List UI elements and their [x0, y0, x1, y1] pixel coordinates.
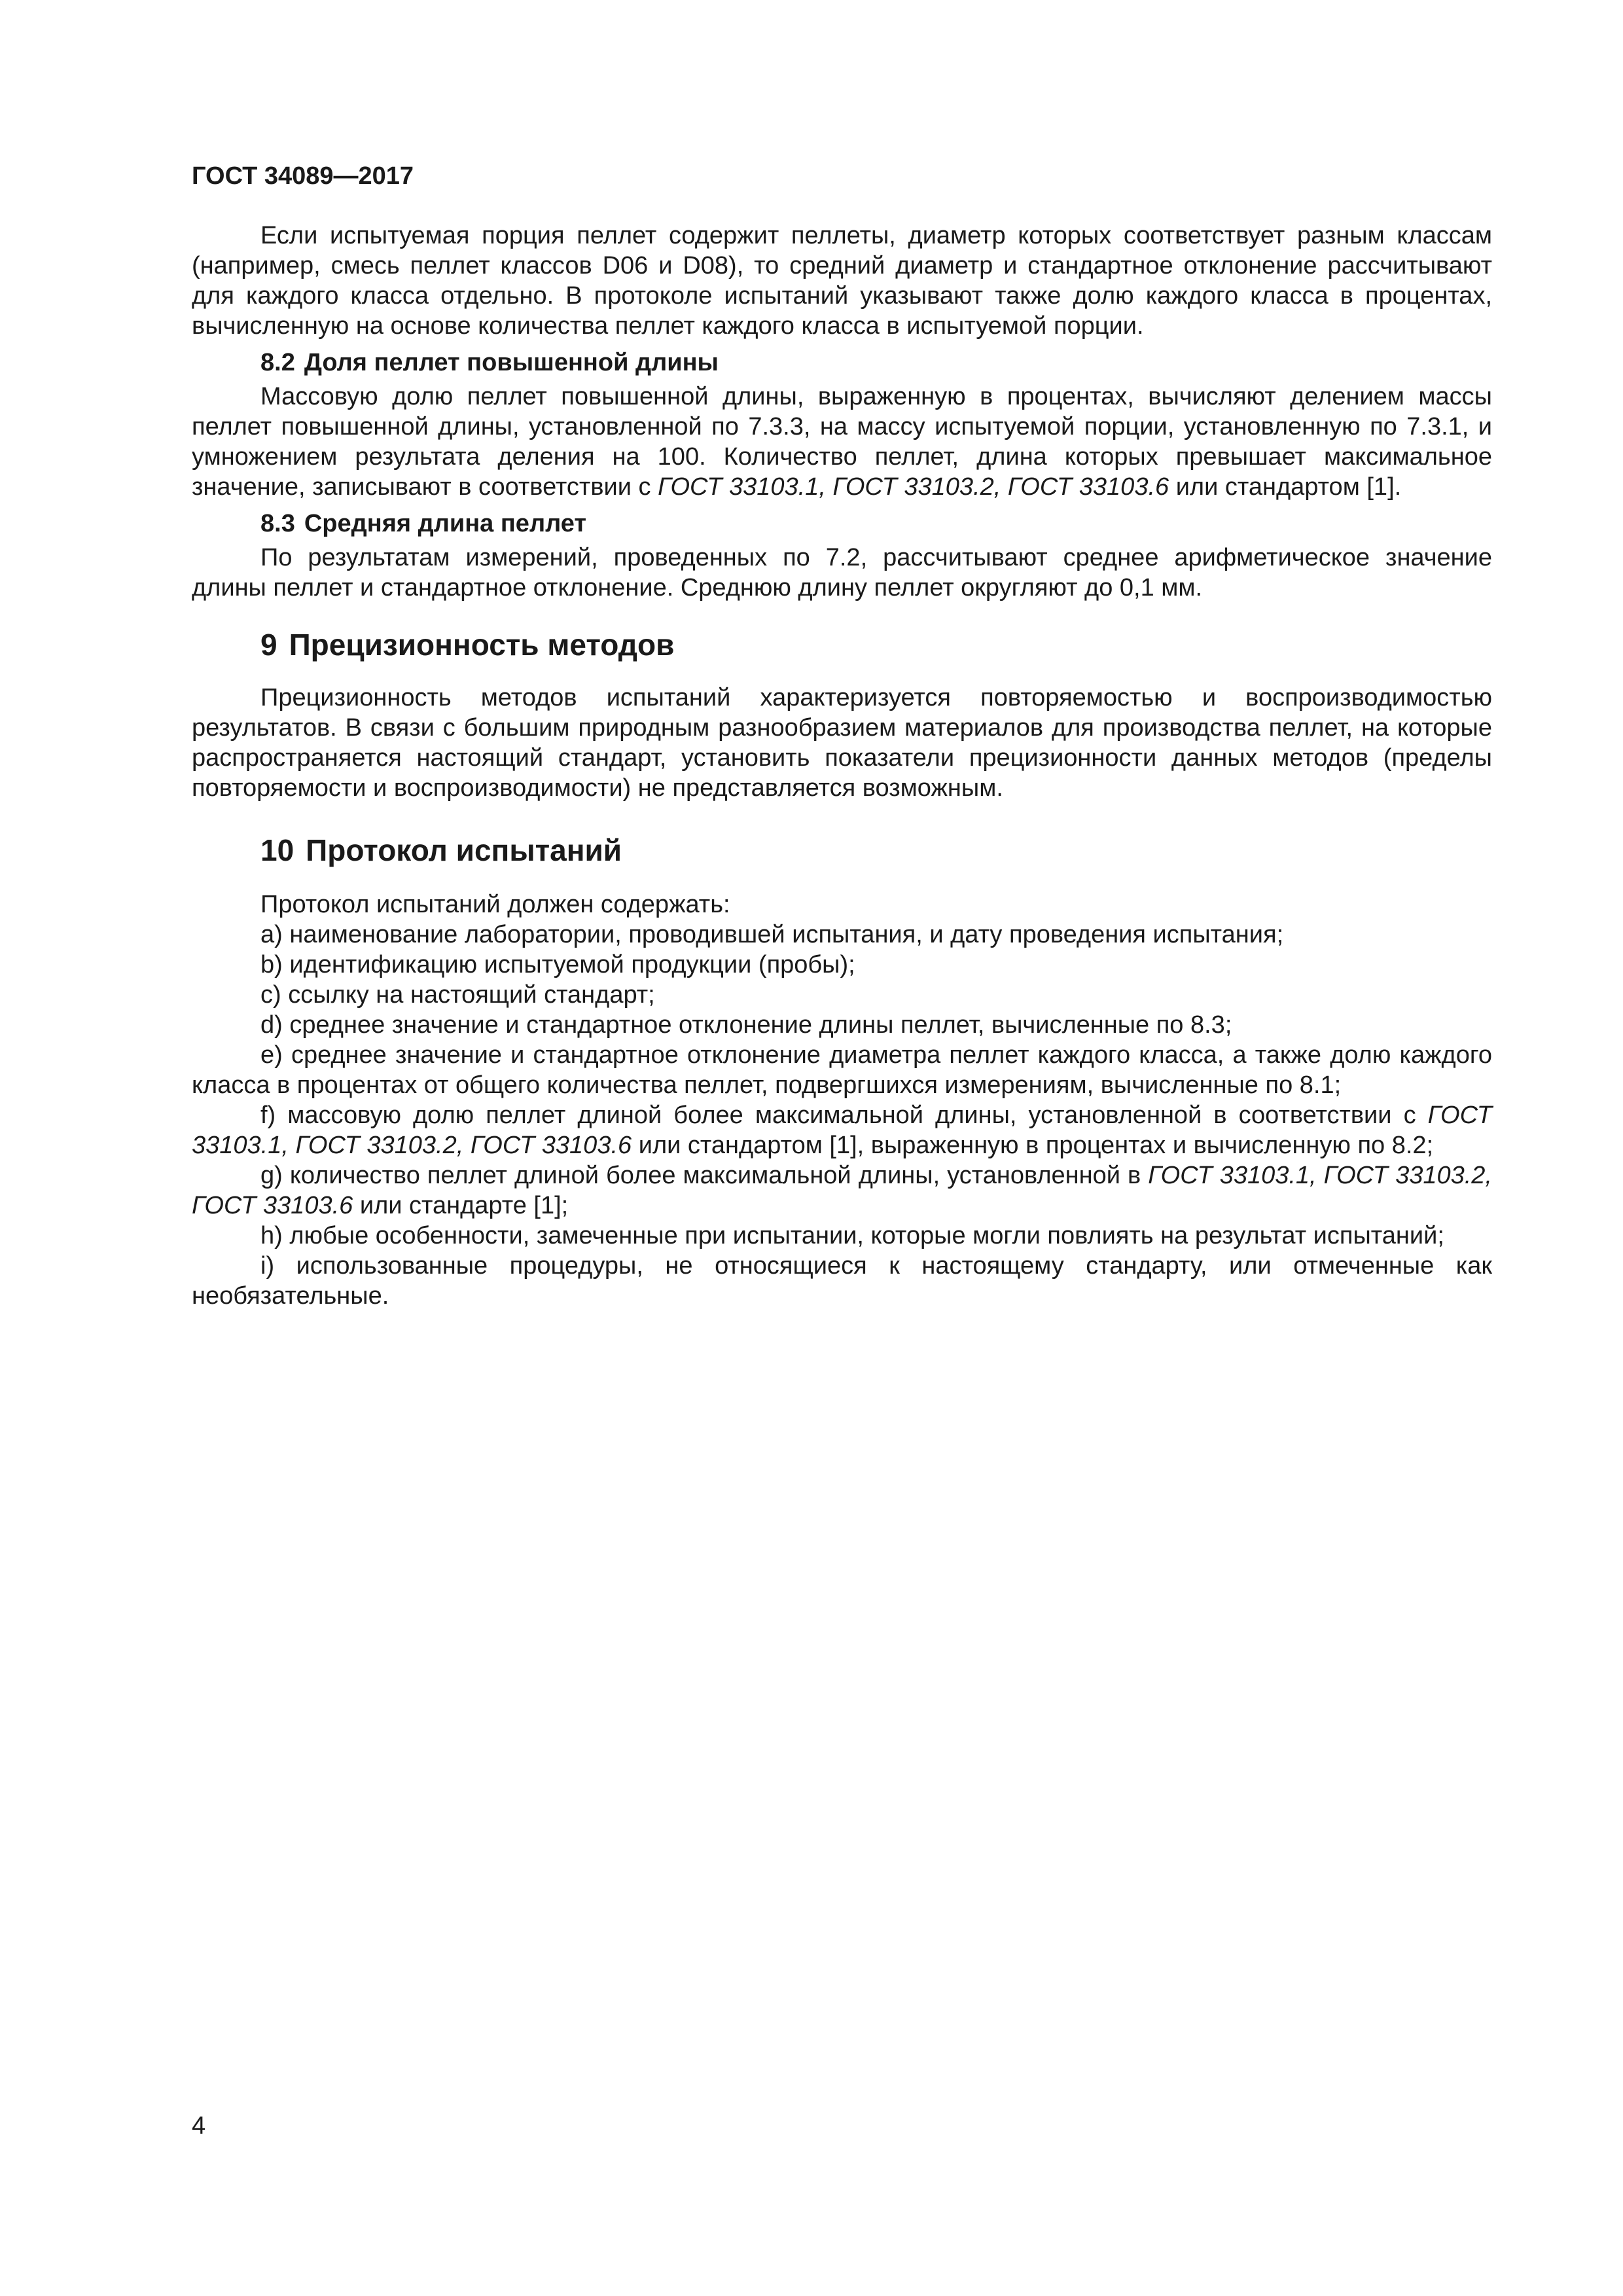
list-item-c: c) ссылку на настоящий стандарт;	[260, 981, 655, 1009]
list-item-f-refs: ГОСТ 33103.1, ГОСТ 33103.2, ГОСТ 33103.6	[192, 1102, 1492, 1159]
list-item-d: d) среднее значение и стандартное отклонение длины пеллет, вычисленные по 8.3;	[260, 1011, 1232, 1039]
list-item-f-text-end: или стандартом [1], выраженную в процентах и вычисленную по 8.2;	[632, 1132, 1434, 1159]
section-9-number: 9	[260, 628, 277, 662]
section-9-paragraph: Прецизионность методов испытаний характеризуется повторяемостью и воспроизводимостью результатов. В связи с большим природным разнообразием материалов для производства пеллет, на которые распространяется настоящий стандарт, установить показатели прецизионности данных методов (пределы повторяемости и воспроизводимости) не представляется возможным.	[192, 684, 1492, 802]
section-8-3-number: 8.3	[260, 510, 295, 537]
intro-paragraph: Если испытуемая порция пеллет содержит пеллеты, диаметр которых соответствует разным классам (например, смесь пеллет классов D06 и D08), то средний диаметр и стандартное отклонение рассчитывают для каждого класса отдельно. В протоколе испытаний указывают также долю каждого класса в процентах, вычисленную на основе количества пеллет каждого класса в испытуемой порции.	[192, 222, 1492, 340]
section-8-2-heading	[192, 348, 1492, 378]
list-item-a: a) наименование лаборатории, проводившей испытания, и дату проведения испытания;	[260, 921, 1284, 948]
section-8-2-text: Массовую долю пеллет повышенной длины, выраженную в процентах, вычисляют делением массы пеллет повышенной длины, установленной по 7.3.3, на массу испытуемой порции, установленную по 7.3.1, и умножением результата деления на 100. Количество пеллет, длина которых превышает максимальное значение, записывают в соответствии с	[192, 383, 1492, 501]
section-8-3-heading	[192, 509, 1492, 539]
list-item-g-refs: ГОСТ 33103.1, ГОСТ 33103.2, ГОСТ 33103.6	[192, 1162, 1492, 1219]
section-10-lead: Протокол испытаний должен содержать:	[260, 891, 730, 918]
list-item-e: e) среднее значение и стандартное отклонение диаметра пеллет каждого класса, а также долю каждого класса в процентах от общего количества пеллет, подвергшихся измерениям, вычисленные по 8.1;	[192, 1041, 1492, 1099]
section-9-heading	[192, 626, 1492, 663]
section-8-2-refs: ГОСТ 33103.1, ГОСТ 33103.2, ГОСТ 33103.6	[658, 473, 1169, 501]
list-item-f-text: f) массовую долю пеллет длиной более максимальной длины, установленной в соответствии с	[260, 1102, 1428, 1129]
list-item-g-text: g) количество пеллет длиной более максимальной длины, установленной в	[260, 1162, 1149, 1189]
list-item-f	[192, 1100, 1492, 1160]
section-8-2-title: Доля пеллет повышенной длины	[304, 349, 719, 376]
section-8-3-title: Средняя длина пеллет	[304, 510, 586, 537]
section-10-heading	[192, 832, 1492, 869]
list-item-g	[192, 1160, 1492, 1221]
page-number: 4	[192, 2112, 206, 2140]
section-10-title: Протокол испытаний	[306, 833, 622, 867]
section-8-2-number: 8.2	[260, 349, 295, 376]
section-8-2-paragraph	[192, 382, 1492, 502]
section-9-title: Прецизионность методов	[289, 628, 675, 662]
section-8-3-paragraph: По результатам измерений, проведенных по 7.2, рассчитывают среднее арифметическое значение длины пеллет и стандартное отклонение. Среднюю длину пеллет округляют до 0,1 мм.	[192, 544, 1492, 601]
section-8-2-text-end: или стандартом [1].	[1169, 473, 1402, 501]
document-page	[192, 160, 1492, 1311]
list-item-i: i) использованные процедуры, не относящиеся к настоящему стандарту, или отмеченные как необязательные.	[192, 1252, 1492, 1310]
list-item-g-text-end: или стандарте [1];	[353, 1192, 569, 1219]
list-item-b: b) идентификацию испытуемой продукции (пробы);	[260, 951, 855, 978]
section-10-number: 10	[260, 833, 294, 867]
document-code-header: ГОСТ 34089—2017	[192, 162, 414, 190]
list-item-h: h) любые особенности, замеченные при испытании, которые могли повлиять на результат испытаний;	[260, 1222, 1444, 1249]
